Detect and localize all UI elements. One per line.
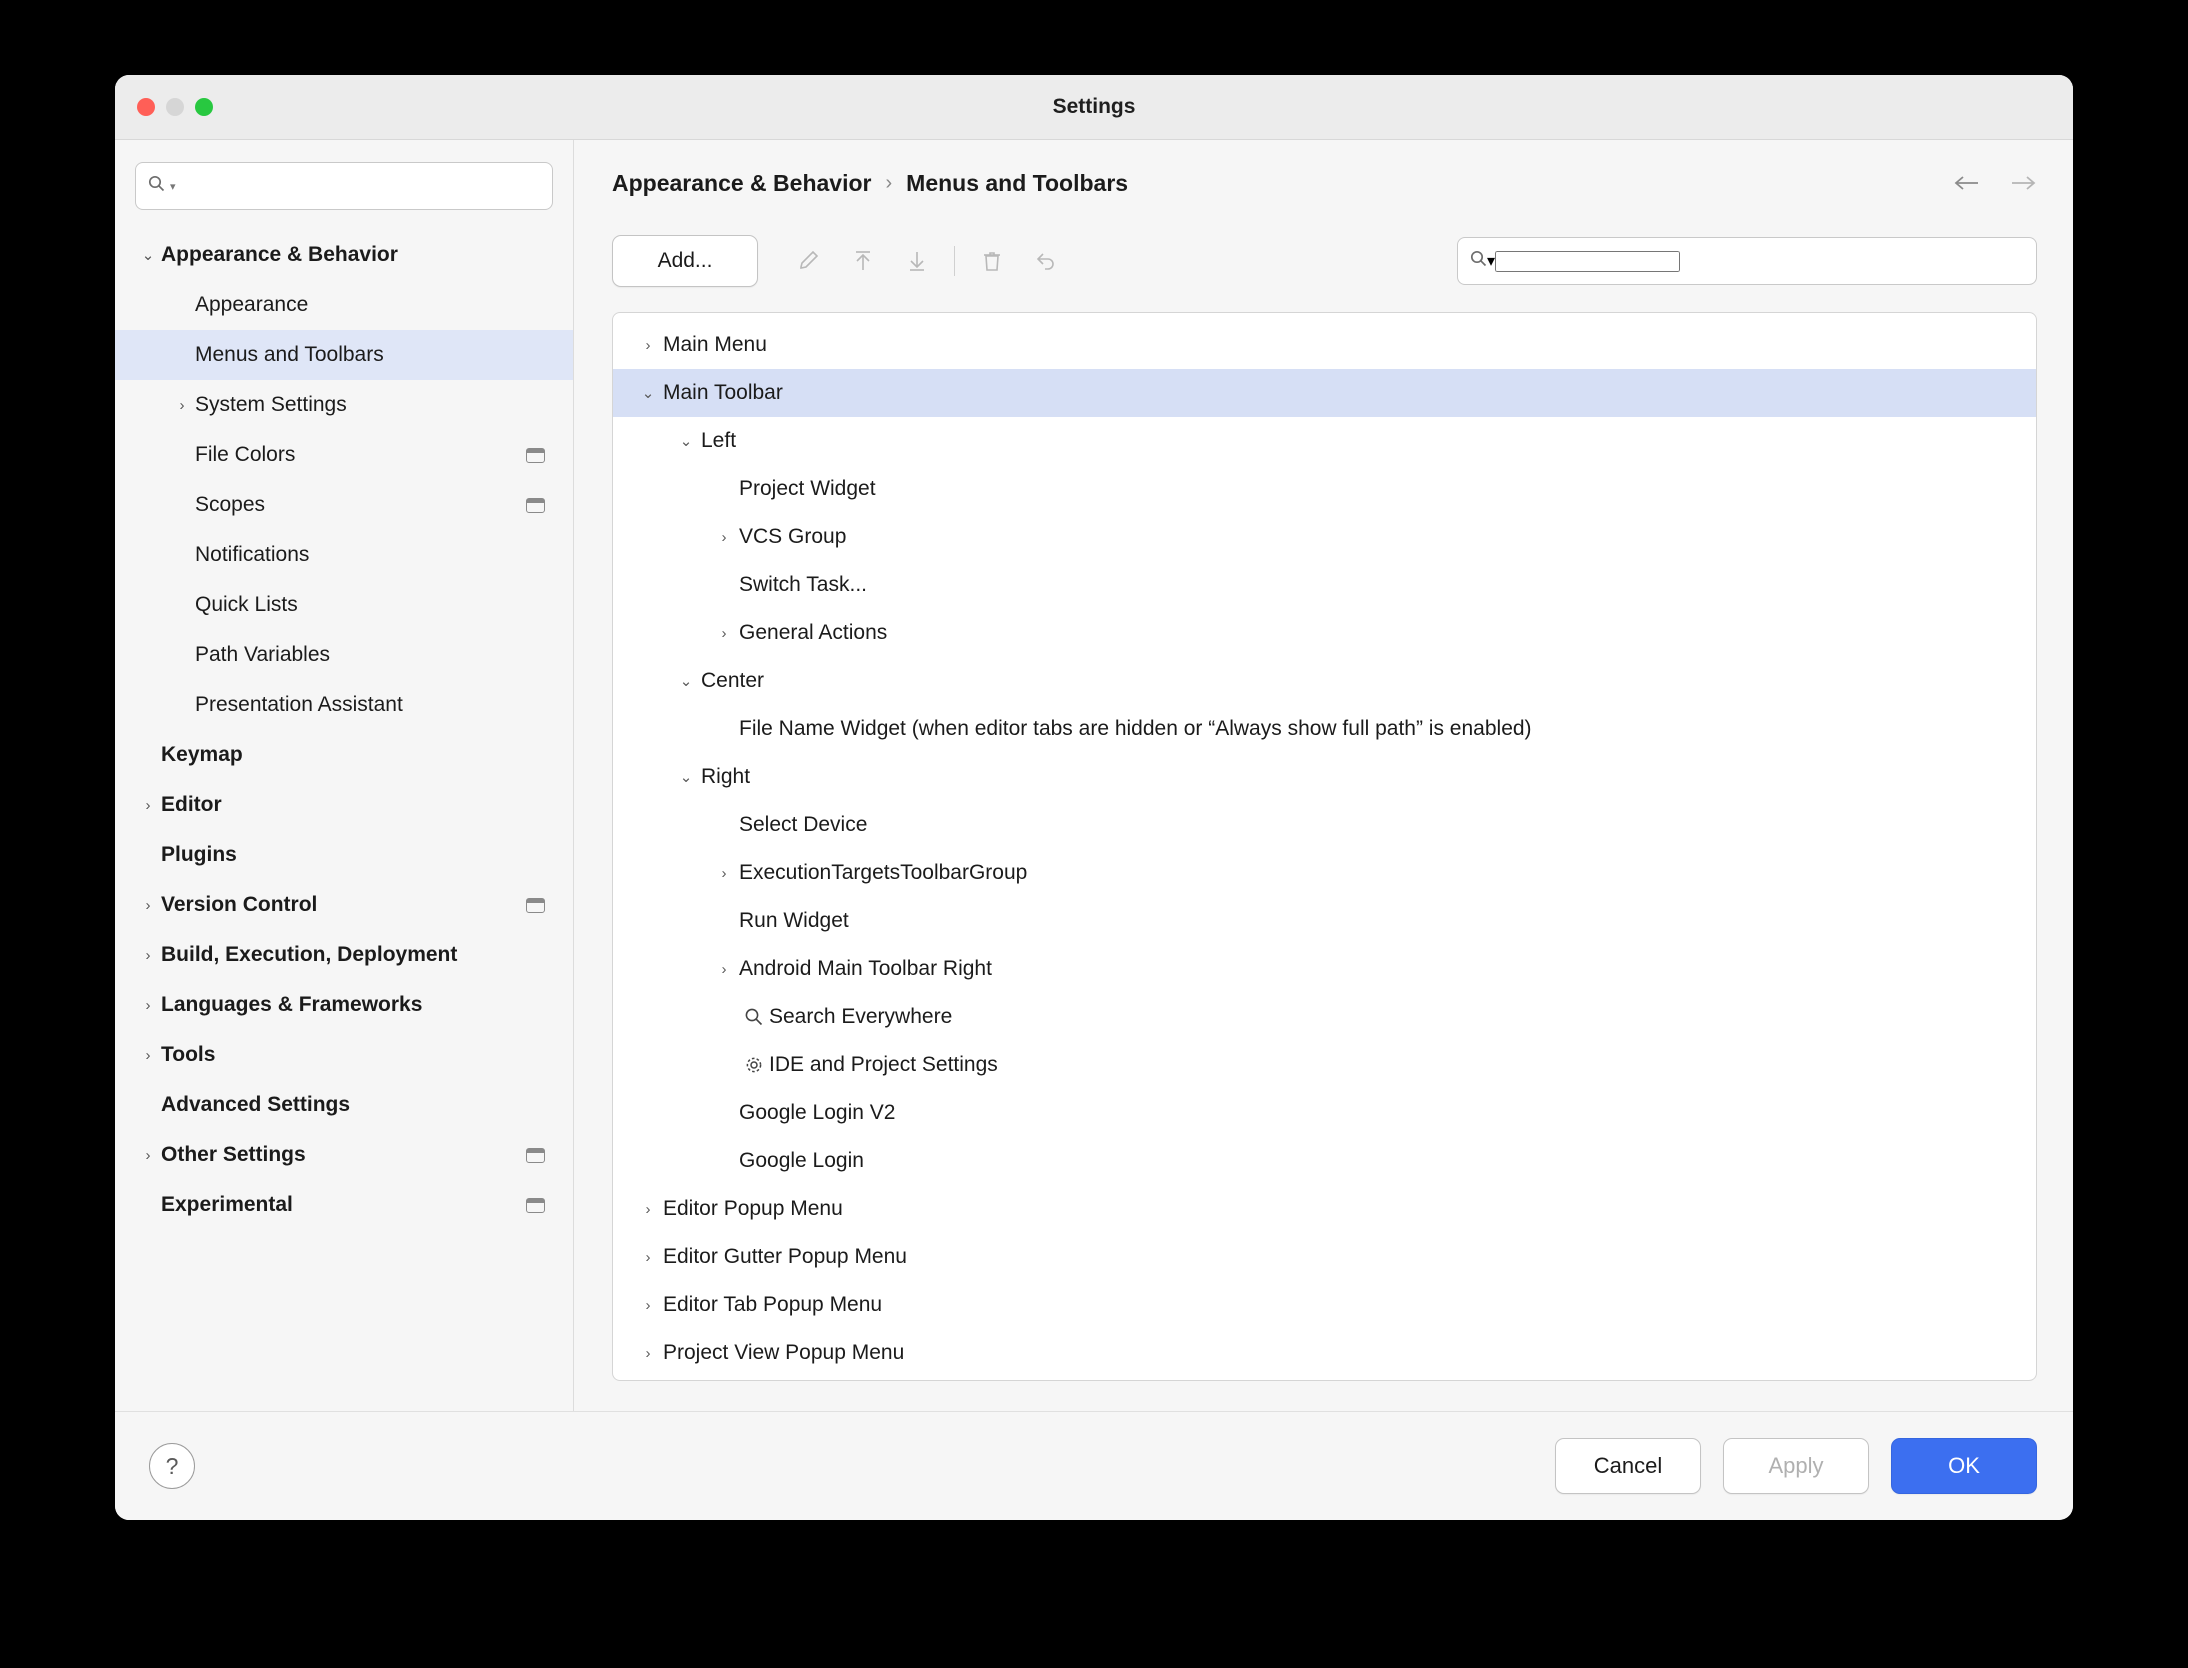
sidebar-item-label: Scopes <box>195 493 266 516</box>
sidebar-item-plugins[interactable] <box>115 830 573 880</box>
sidebar-item-appearance-behavior[interactable] <box>115 230 573 280</box>
chevron-right-icon[interactable]: › <box>721 624 727 642</box>
chevron-right-icon[interactable]: › <box>145 946 151 964</box>
tree-row[interactable] <box>613 1233 2036 1281</box>
move-down-icon[interactable] <box>890 236 944 286</box>
chevron-down-icon[interactable]: ⌄ <box>141 247 155 264</box>
chevron-down-icon[interactable]: ⌄ <box>679 433 693 450</box>
tree-row-label: File Name Widget (when editor tabs are hidden or “Always show full path” is enabled) <box>739 717 1532 740</box>
sidebar-item-keymap[interactable] <box>115 730 573 780</box>
tree-row-label: Main Toolbar <box>663 381 783 404</box>
add-button[interactable]: Add... <box>612 235 758 287</box>
tree-row[interactable] <box>613 1329 2036 1377</box>
sidebar-item-label: Experimental <box>161 1193 293 1216</box>
tree-row[interactable] <box>613 465 2036 513</box>
tree-row[interactable] <box>613 753 2036 801</box>
sidebar-item-label: Quick Lists <box>195 593 298 616</box>
tree-row-label: Search Everywhere <box>769 1005 953 1028</box>
tree-row[interactable] <box>613 1281 2036 1329</box>
sidebar-tree <box>115 220 573 1411</box>
tree-row[interactable] <box>613 1089 2036 1137</box>
breadcrumb-separator: › <box>885 171 893 194</box>
tree-row[interactable] <box>613 513 2036 561</box>
dialog-footer <box>115 1411 2073 1520</box>
sidebar-item-other-settings[interactable] <box>115 1130 573 1180</box>
sidebar-item-appearance[interactable] <box>115 280 573 330</box>
sidebar-item-label: Appearance <box>195 293 309 316</box>
nav-arrows <box>1953 168 2037 199</box>
tree-row[interactable] <box>613 993 2036 1041</box>
sidebar-item-path-variables[interactable] <box>115 630 573 680</box>
chevron-right-icon[interactable]: › <box>179 396 185 414</box>
cancel-button[interactable]: Cancel <box>1555 1438 1701 1494</box>
search-icon <box>1470 250 1487 272</box>
chevron-right-icon[interactable]: › <box>721 864 727 882</box>
sidebar-item-scopes[interactable] <box>115 480 573 530</box>
sidebar-item-notifications[interactable] <box>115 530 573 580</box>
sidebar-item-label: Keymap <box>161 743 243 766</box>
help-button[interactable]: ? <box>149 1443 195 1489</box>
window-titlebar <box>115 75 2073 140</box>
sidebar-item-label: Path Variables <box>195 643 331 666</box>
breadcrumb <box>574 140 2073 226</box>
chevron-right-icon[interactable]: › <box>645 336 651 354</box>
sidebar-item-label: File Colors <box>195 443 296 466</box>
tree-row-label: IDE and Project Settings <box>769 1053 998 1076</box>
arrow-left-icon[interactable] <box>1953 168 1981 199</box>
sidebar-item-build-execution-deployment[interactable] <box>115 930 573 980</box>
sidebar-item-languages-frameworks[interactable] <box>115 980 573 1030</box>
tree-row-label: Select Device <box>739 813 868 836</box>
tree-row[interactable] <box>613 849 2036 897</box>
project-scope-badge-icon <box>526 898 545 913</box>
sidebar-item-label: Languages & Frameworks <box>161 993 423 1016</box>
tree-row-label: Editor Tab Popup Menu <box>663 1293 883 1316</box>
sidebar-item-editor[interactable] <box>115 780 573 830</box>
sidebar-item-label: Appearance & Behavior <box>161 243 398 266</box>
settings-window <box>115 75 2073 1520</box>
edit-pencil-icon[interactable] <box>782 236 836 286</box>
sidebar-item-tools[interactable] <box>115 1030 573 1080</box>
sidebar-item-version-control[interactable] <box>115 880 573 930</box>
footer-buttons <box>1555 1438 2037 1494</box>
sidebar-item-label: Advanced Settings <box>161 1093 351 1116</box>
tree-row-label: Google Login V2 <box>739 1101 896 1124</box>
tree-row-label: Android Main Toolbar Right <box>739 957 992 980</box>
tree-row-label: ExecutionTargetsToolbarGroup <box>739 861 1028 884</box>
toolbar-divider <box>954 246 955 276</box>
breadcrumb-root[interactable]: Appearance & Behavior <box>612 169 872 196</box>
sidebar-item-label: Tools <box>161 1043 216 1066</box>
sidebar-item-label: Plugins <box>161 843 237 866</box>
chevron-right-icon[interactable]: › <box>145 1146 151 1164</box>
tree-row-label: Editor Popup Menu <box>663 1197 843 1220</box>
menus-toolbars-tree[interactable] <box>612 312 2037 1381</box>
chevron-right-icon[interactable]: › <box>721 528 727 546</box>
sidebar-item-label: Menus and Toolbars <box>195 343 384 366</box>
chevron-right-icon[interactable]: › <box>645 1344 651 1362</box>
sidebar-search-wrap <box>115 140 573 220</box>
tree-row[interactable] <box>613 801 2036 849</box>
search-icon <box>739 1007 769 1027</box>
project-scope-badge-icon <box>526 448 545 463</box>
tree-row[interactable] <box>613 417 2036 465</box>
sidebar-item-system-settings[interactable] <box>115 380 573 430</box>
arrow-right-icon[interactable] <box>2009 168 2037 199</box>
tree-row[interactable] <box>613 657 2036 705</box>
tree-row-label: Project Widget <box>739 477 876 500</box>
chevron-right-icon[interactable]: › <box>145 896 151 914</box>
list-toolbar <box>574 226 2073 296</box>
chevron-down-icon[interactable]: ⌄ <box>679 673 693 690</box>
tree-row-label: General Actions <box>739 621 888 644</box>
window-body <box>115 140 2073 1411</box>
tree-row[interactable] <box>613 561 2036 609</box>
tree-row-label: Switch Task... <box>739 573 867 596</box>
sidebar-item-label: Other Settings <box>161 1143 306 1166</box>
tree-row-label: Run Widget <box>739 909 849 932</box>
tree-row-label: Left <box>701 429 737 452</box>
sidebar-search-input[interactable] <box>176 174 540 198</box>
tree-row[interactable] <box>613 705 2036 753</box>
sidebar-item-label: Version Control <box>161 893 318 916</box>
chevron-right-icon[interactable]: › <box>721 960 727 978</box>
sidebar-item-experimental[interactable] <box>115 1180 573 1230</box>
sidebar-item-label: Presentation Assistant <box>195 693 403 716</box>
restore-revert-icon[interactable] <box>1019 236 1073 286</box>
move-up-icon[interactable] <box>836 236 890 286</box>
chevron-right-icon[interactable]: › <box>145 1046 151 1064</box>
chevron-right-icon[interactable]: › <box>645 1248 651 1266</box>
chevron-down-icon[interactable]: ⌄ <box>641 385 655 402</box>
gear-icon <box>739 1055 769 1075</box>
tree-row[interactable] <box>613 1041 2036 1089</box>
chevron-right-icon[interactable]: › <box>145 796 151 814</box>
tree-row[interactable] <box>613 321 2036 369</box>
sidebar-item-file-colors[interactable] <box>115 430 573 480</box>
list-search-box[interactable] <box>1457 237 2037 285</box>
sidebar-item-label: Notifications <box>195 543 310 566</box>
settings-sidebar <box>115 140 574 1411</box>
list-search-input[interactable] <box>1495 251 1680 272</box>
window-title: Settings <box>1052 95 1136 118</box>
project-scope-badge-icon <box>526 1148 545 1163</box>
sidebar-item-label: System Settings <box>195 393 347 416</box>
tree-row[interactable] <box>613 609 2036 657</box>
ok-button[interactable]: OK <box>1891 1438 2037 1494</box>
project-scope-badge-icon <box>526 1198 545 1213</box>
chevron-right-icon[interactable]: › <box>645 1200 651 1218</box>
sidebar-item-label: Editor <box>161 793 222 816</box>
sidebar-item-presentation-assistant[interactable] <box>115 680 573 730</box>
search-icon <box>148 175 165 198</box>
tree-row[interactable] <box>613 897 2036 945</box>
tree-row[interactable] <box>613 1185 2036 1233</box>
delete-trash-icon[interactable] <box>965 236 1019 286</box>
chevron-right-icon[interactable]: › <box>145 996 151 1014</box>
tree-row-label: Google Login <box>739 1149 864 1172</box>
main-panel <box>574 140 2073 1411</box>
chevron-down-icon: ▾ <box>1487 253 1496 270</box>
tree-row-label: Center <box>701 669 765 692</box>
tree-row-label: Project View Popup Menu <box>663 1341 905 1364</box>
chevron-down-icon[interactable]: ⌄ <box>679 769 693 786</box>
toolbar-icon-group <box>782 236 1073 286</box>
chevron-right-icon[interactable]: › <box>645 1296 651 1314</box>
tree-row[interactable] <box>613 1137 2036 1185</box>
chevron-down-icon: ▾ <box>170 180 176 193</box>
tree-row-label: Right <box>701 765 751 788</box>
tree-row-label: Main Menu <box>663 333 767 356</box>
tree-row-label: Editor Gutter Popup Menu <box>663 1245 907 1268</box>
sidebar-search-box[interactable] <box>135 162 553 210</box>
project-scope-badge-icon <box>526 498 545 513</box>
sidebar-item-quick-lists[interactable] <box>115 580 573 630</box>
sidebar-item-advanced-settings[interactable] <box>115 1080 573 1130</box>
tree-row-label: VCS Group <box>739 525 847 548</box>
apply-button[interactable]: Apply <box>1723 1438 1869 1494</box>
breadcrumb-current: Menus and Toolbars <box>906 169 1129 196</box>
sidebar-item-label: Build, Execution, Deployment <box>161 943 458 966</box>
tree-row[interactable] <box>613 945 2036 993</box>
tree-row[interactable] <box>613 369 2036 417</box>
sidebar-item-menus-and-toolbars[interactable] <box>115 330 573 380</box>
